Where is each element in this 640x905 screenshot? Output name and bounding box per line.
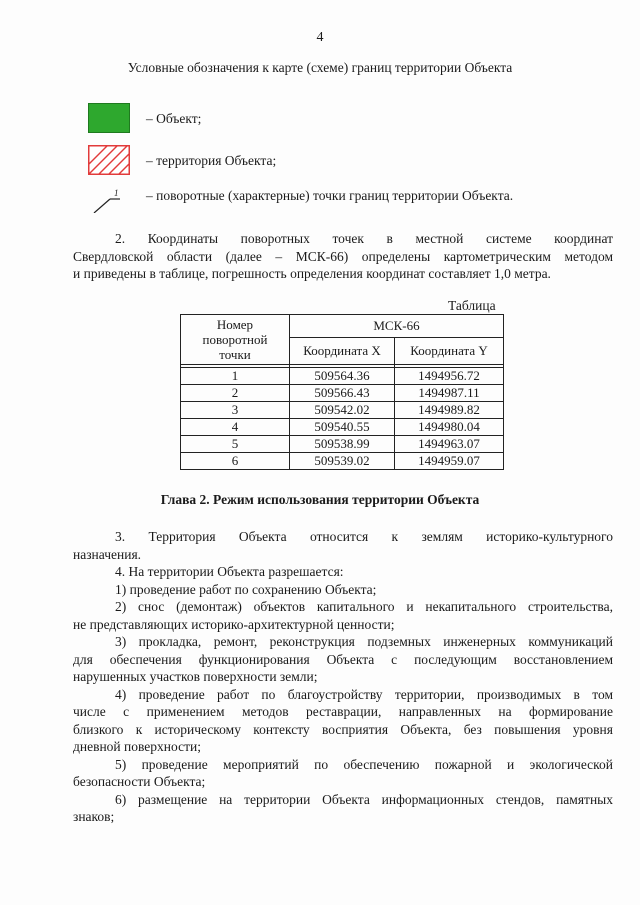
- point-number: 6: [181, 453, 290, 470]
- legend-title: Условные обозначения к карте (схеме) границ территории Объекта: [127, 60, 513, 75]
- item-6-line-2: знаков;: [73, 809, 115, 824]
- table-row: [181, 453, 504, 470]
- item-3-line-3: нарушенных участков поверхности земли;: [73, 669, 318, 684]
- header-coordinate-x: Координата X: [290, 338, 395, 365]
- coordinate-x: 509542.02: [290, 402, 395, 419]
- territory-hatch-swatch: [88, 145, 130, 175]
- section-2-line-1: 2. Координаты поворотных точек в местной системе координат: [115, 231, 613, 246]
- legend-points-text: – поворотные (характерные) точки границ территории Объекта.: [146, 188, 514, 203]
- table-row: [181, 402, 504, 419]
- legend-item-object: [88, 103, 608, 135]
- legend-object-text: – Объект;: [146, 111, 202, 126]
- coordinate-y: 1494956.72: [395, 368, 504, 385]
- table-row: [181, 368, 504, 385]
- table-row: [181, 436, 504, 453]
- coordinate-x: 509566.43: [290, 385, 395, 402]
- coordinate-x: 509539.02: [290, 453, 395, 470]
- chapter-2-body: [73, 528, 613, 826]
- header-coordinate-y: Координата Y: [395, 338, 504, 365]
- point-number: 4: [181, 419, 290, 436]
- point-number: 5: [181, 436, 290, 453]
- table-row: [181, 385, 504, 402]
- point-number: 1: [181, 368, 290, 385]
- header-number-line-1: Номер: [216, 317, 254, 332]
- item-4-line-3: близкого к историческому контексту восприятия Объекта, без повышения уровня: [73, 721, 613, 737]
- header-number-line-2: поворотной: [202, 332, 268, 347]
- object-green-swatch: [88, 103, 130, 133]
- turning-point-icon: [88, 183, 130, 213]
- legend-item-points: [88, 183, 608, 215]
- header-point-number: [181, 315, 290, 365]
- item-3-line-2: для обеспечения функционирования Объекта с последующим восстановлением: [73, 651, 613, 667]
- section-2-line-2: Свердловской области (далее – МСК-66) определены картометрическим методом: [73, 248, 613, 264]
- item-4-line-4: дневной поверхности;: [73, 739, 201, 754]
- section-2-line-3: и приведены в таблице, погрешность определения координат составляет 1,0 метра.: [73, 266, 551, 281]
- item-3-line-1: 3) прокладка, ремонт, реконструкция подземных инженерных коммуникаций: [115, 634, 613, 649]
- legend-item-territory: [88, 145, 608, 177]
- page-number: 4: [316, 30, 324, 45]
- coordinate-y: 1494989.82: [395, 402, 504, 419]
- item-6-line-1: 6) размещение на территории Объекта информационных стендов, памятных: [115, 791, 613, 807]
- item-5-line-2: безопасности Объекта;: [73, 774, 206, 789]
- legend-territory-text: – территория Объекта;: [146, 153, 277, 168]
- item-4-line-2: числе с применением методов реставрации, направленных на формирование: [73, 704, 613, 719]
- coordinate-x: 509564.36: [290, 368, 395, 385]
- coordinate-x: 509540.55: [290, 419, 395, 436]
- item-2-line-2: не представляющих историко-архитектурной ценности;: [73, 616, 395, 632]
- header-coordinate-system: МСК-66: [290, 315, 504, 338]
- p3-line-1: 3. Территория Объекта относится к землям историко-культурного: [115, 529, 613, 544]
- table-row: [181, 419, 504, 436]
- point-number: 2: [181, 385, 290, 402]
- coordinate-y: 1494980.04: [395, 419, 504, 436]
- item-1-line: 1) проведение работ по сохранению Объекта;: [115, 581, 377, 597]
- table-caption: Таблица: [448, 298, 496, 313]
- point-number: 3: [181, 402, 290, 419]
- coordinate-x: 509538.99: [290, 436, 395, 453]
- coordinate-y: 1494963.07: [395, 436, 504, 453]
- coordinate-y: 1494959.07: [395, 453, 504, 470]
- p3-line-2: назначения.: [73, 546, 142, 562]
- coordinates-table: [180, 314, 504, 470]
- item-4-line-1: 4) проведение работ по благоустройству территории, производимых в том: [115, 686, 613, 702]
- item-5-line-1: 5) проведение мероприятий по обеспечению пожарной и экологической: [115, 756, 613, 772]
- turning-point-label: 1: [114, 188, 119, 198]
- section-2-paragraph: [73, 230, 613, 283]
- coordinate-y: 1494987.11: [395, 385, 504, 402]
- item-2-line-1: 2) снос (демонтаж) объектов капитального и некапитального строительства,: [115, 599, 613, 614]
- chapter-2-title: Глава 2. Режим использования территории Объекта: [160, 492, 480, 507]
- header-number-line-3: точки: [219, 347, 251, 362]
- p4-line: 4. На территории Объекта разрешается:: [115, 564, 344, 579]
